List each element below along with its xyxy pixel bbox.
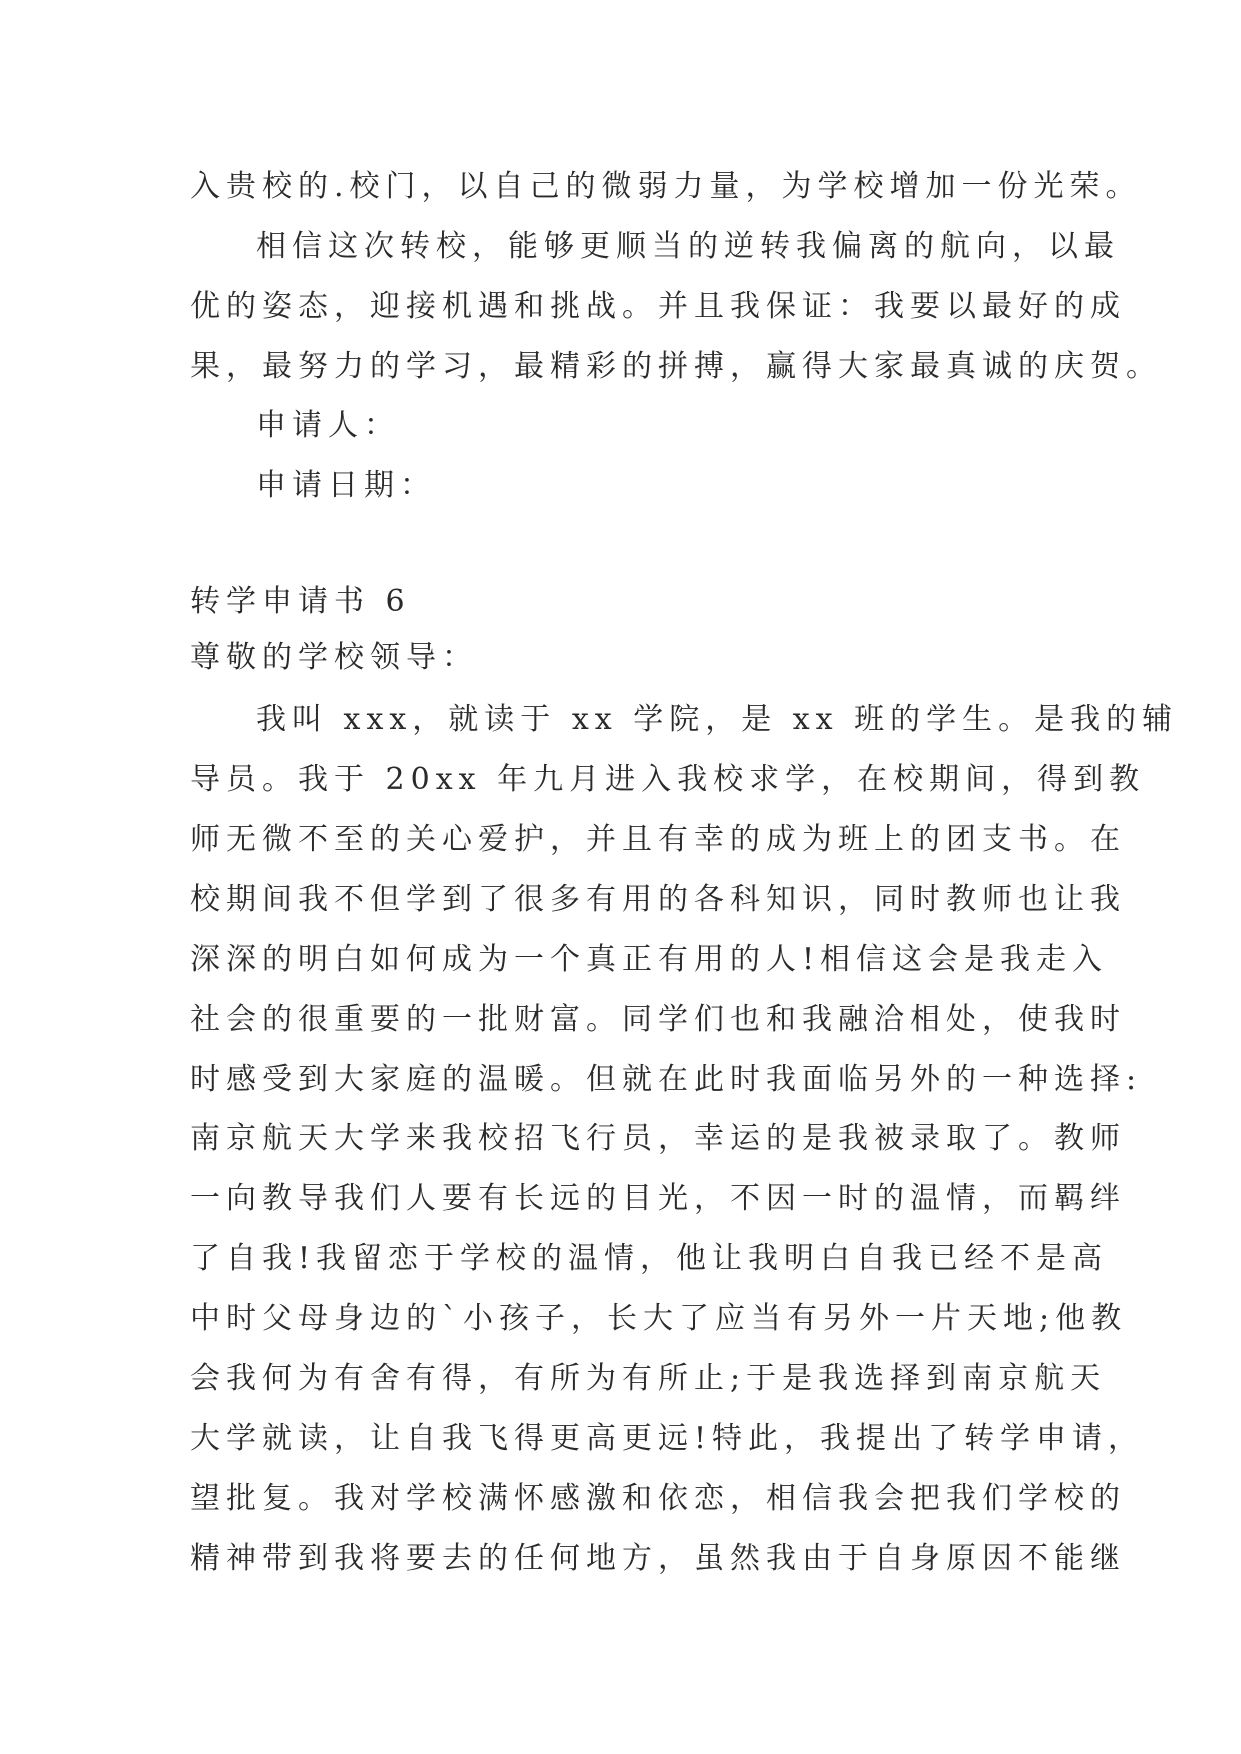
body-line: 校期间我不但学到了很多有用的各科知识，同时教师也让我 <box>190 882 1126 917</box>
body-line: 一向教导我们人要有长远的目光，不因一时的温情，而羁绊 <box>190 1181 1126 1216</box>
body-line: 社会的很重要的一批财富。同学们也和我融洽相处，使我时 <box>190 1002 1126 1037</box>
body-line: 深深的明白如何成为一个真正有用的人!相信这会是我走入 <box>190 942 1109 977</box>
paragraph-continuation-line: 入贵校的.校门，以自己的微弱力量，为学校增加一份光荣。 <box>190 169 1142 204</box>
applicant-label: 申请人： <box>256 408 400 443</box>
body-line: 导员。我于 20xx 年九月进入我校求学，在校期间，得到教 <box>190 762 1146 797</box>
paragraph-line: 果，最努力的学习，最精彩的拼搏，赢得大家最真诚的庆贺。 <box>190 349 1162 384</box>
body-line: 了自我!我留恋于学校的温情，他让我明白自我已经不是高 <box>190 1241 1109 1276</box>
paragraph-line: 相信这次转校，能够更顺当的逆转我偏离的航向，以最 <box>256 229 1120 264</box>
body-line: 会我何为有舍有得，有所为有所止;于是我选择到南京航天 <box>190 1361 1107 1396</box>
body-line: 时感受到大家庭的温暖。但就在此时我面临另外的一种选择: <box>190 1062 1143 1097</box>
body-line: 大学就读，让自我飞得更高更远!特此，我提出了转学申请， <box>190 1421 1145 1456</box>
body-line: 南京航天大学来我校招飞行员，幸运的是我被录取了。教师 <box>190 1121 1126 1156</box>
paragraph-line: 优的姿态，迎接机遇和挑战。并且我保证：我要以最好的成 <box>190 289 1126 324</box>
body-line: 我叫 xxx，就读于 xx 学院，是 xx 班的学生。是我的辅 <box>256 702 1179 737</box>
date-label: 申请日期： <box>256 468 436 503</box>
body-line: 望批复。我对学校满怀感激和依恋，相信我会把我们学校的 <box>190 1481 1126 1516</box>
body-line: 师无微不至的关心爱护，并且有幸的成为班上的团支书。在 <box>190 822 1126 857</box>
body-line: 中时父母身边的`小孩子，长大了应当有另外一片天地;他教 <box>190 1301 1128 1336</box>
salutation: 尊敬的学校领导： <box>190 640 478 675</box>
section-title: 转学申请书 6 <box>190 584 411 619</box>
body-line: 精神带到我将要去的任何地方，虽然我由于自身原因不能继 <box>190 1541 1126 1576</box>
